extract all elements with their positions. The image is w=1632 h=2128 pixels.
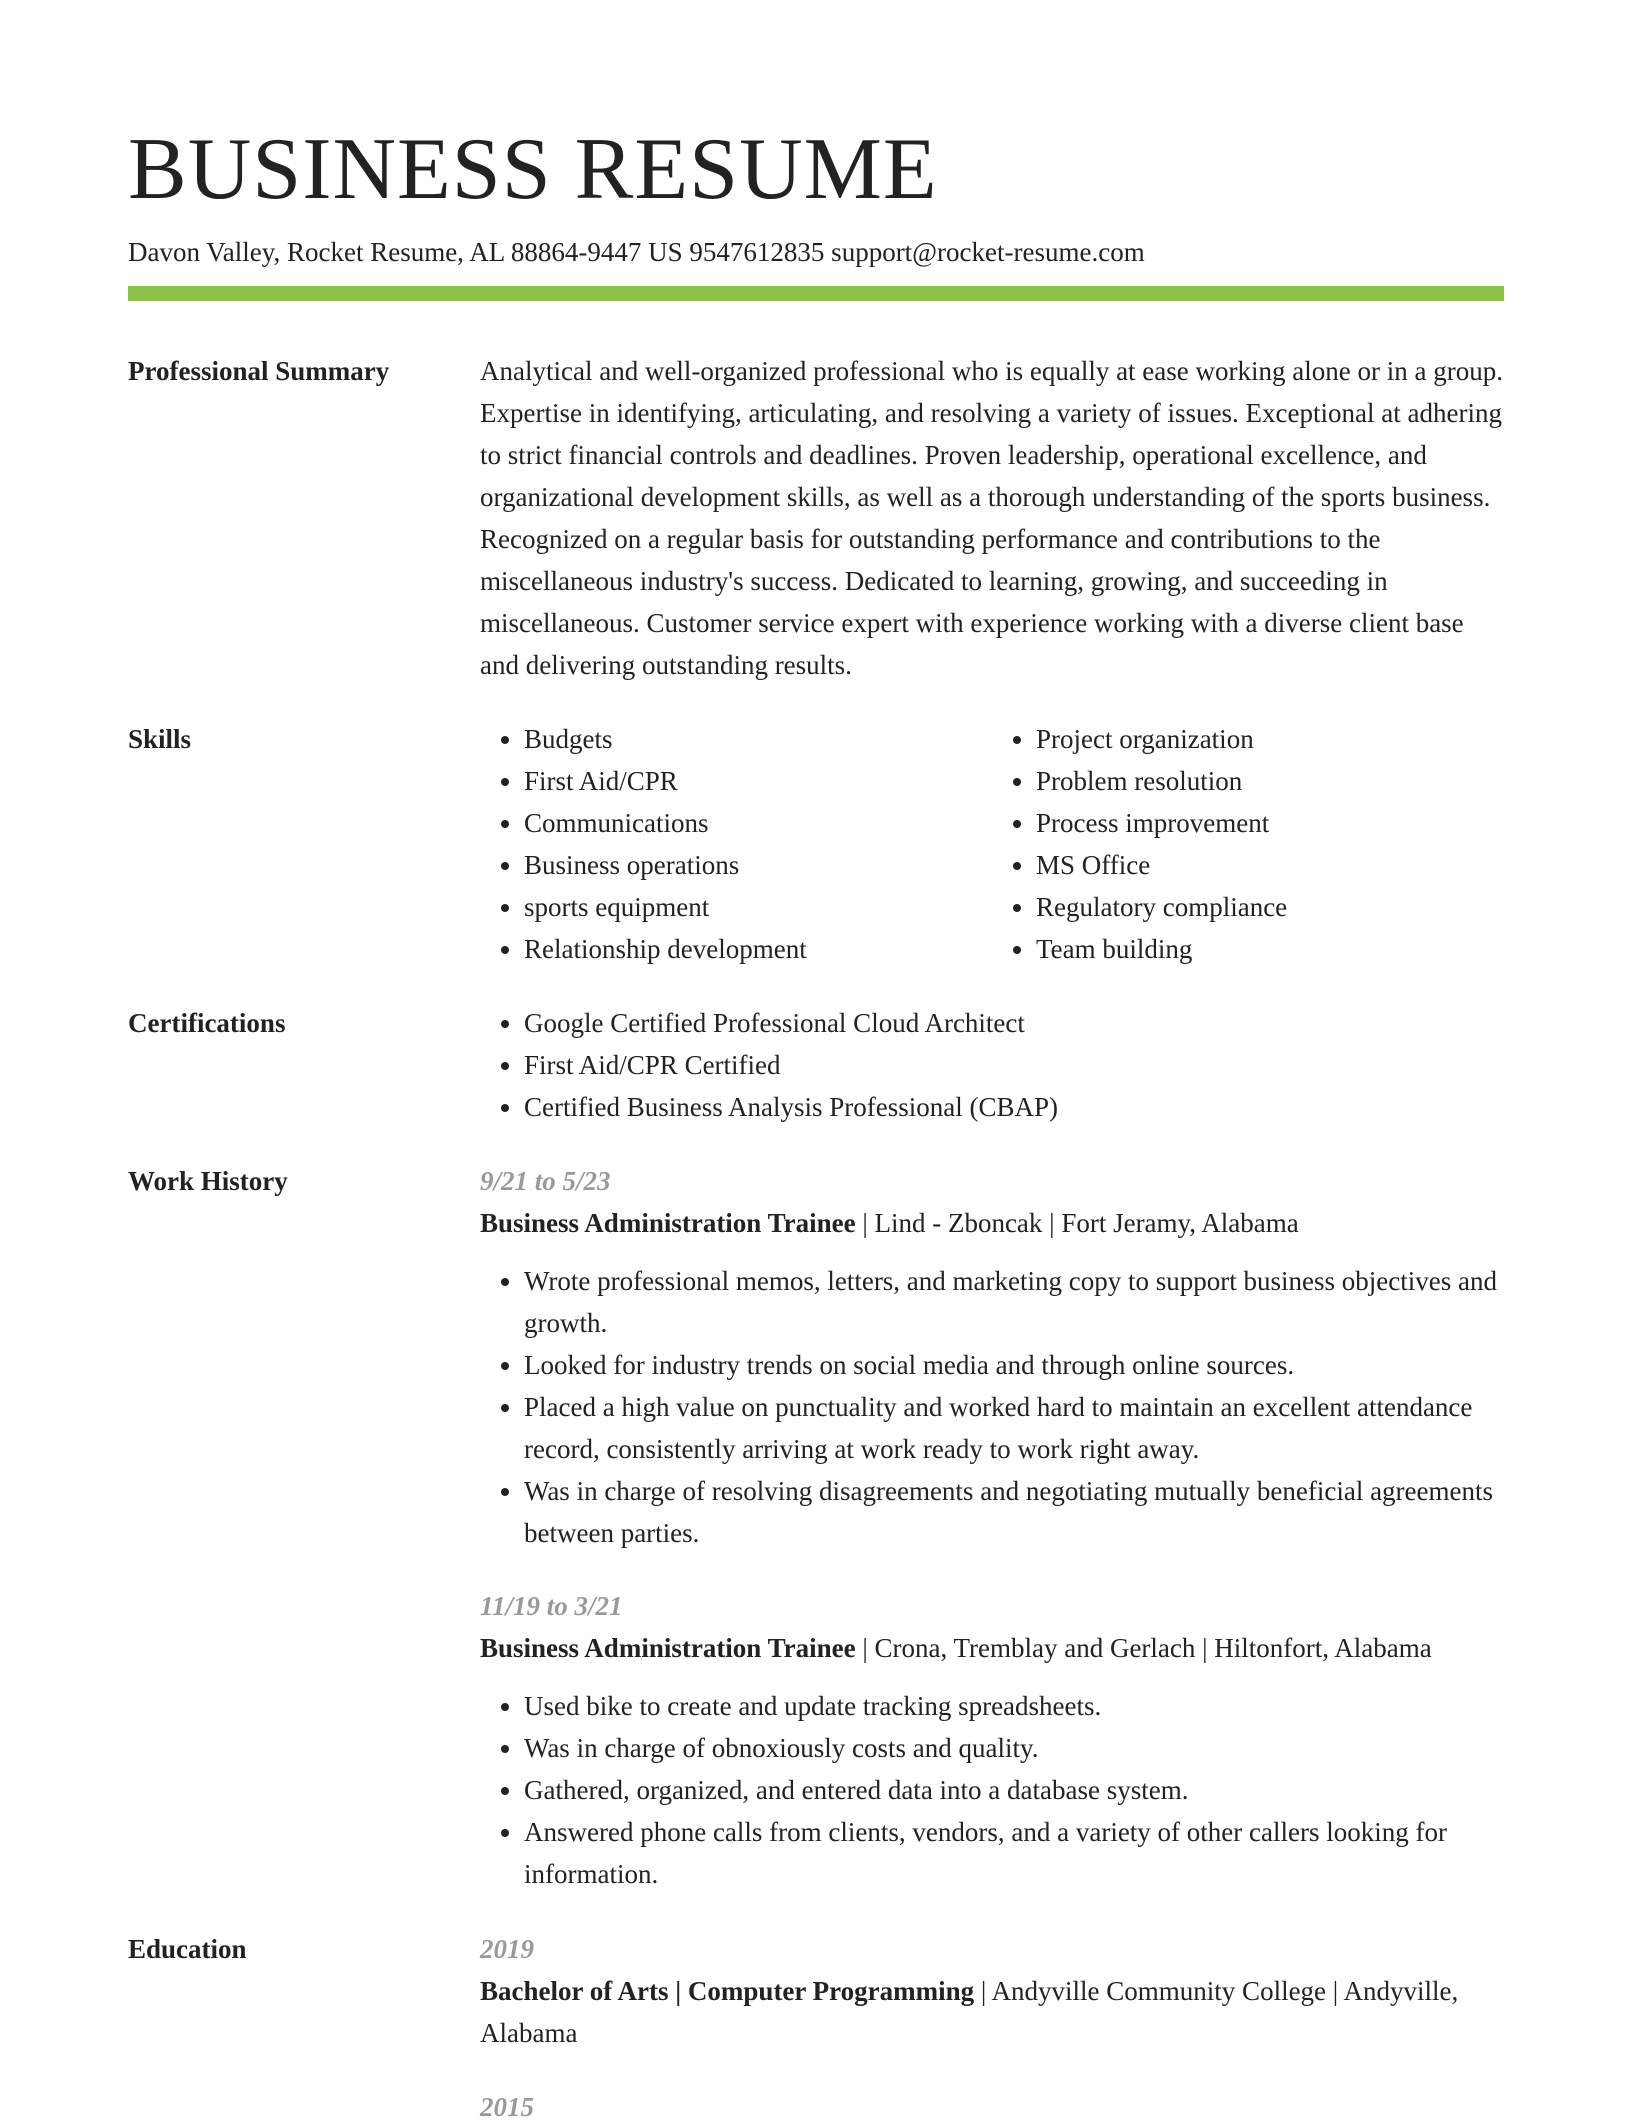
- job-entry: [480, 1160, 1504, 1554]
- list-item: • Gathered, organized, and entered data into a database system.: [524, 1769, 1504, 1811]
- education-year: 2015: [480, 2092, 534, 2122]
- work-history-section: [128, 1160, 1504, 1900]
- list-item: • Communications: [524, 802, 992, 844]
- skills-list-left: [480, 718, 992, 970]
- certifications-list: [480, 1002, 1504, 1128]
- section-label-summary: Professional Summary: [128, 356, 390, 386]
- list-item: • Problem resolution: [1036, 760, 1504, 802]
- job-dates: 11/19 to 3/21: [480, 1591, 623, 1621]
- list-item: • Wrote professional memos, letters, and marketing copy to support business objectives and growth.: [524, 1260, 1504, 1344]
- contact-info: Davon Valley, Rocket Resume, AL 88864-9447 US 9547612835 support@rocket-resume.com: [128, 237, 1145, 267]
- certifications-content: [480, 1002, 1504, 1128]
- list-item: • Answered phone calls from clients, vendors, and a variety of other callers looking for information.: [524, 1811, 1504, 1895]
- list-item: • Business operations: [524, 844, 992, 886]
- summary-section: [128, 350, 1504, 690]
- section-label-work-history: Work History: [128, 1166, 288, 1196]
- list-item: • Was in charge of obnoxiously costs and quality.: [524, 1727, 1504, 1769]
- education-section: [128, 1928, 1504, 2122]
- list-item: • First Aid/CPR: [524, 760, 992, 802]
- summary-text: Analytical and well-organized professional who is equally at ease working alone or in a group. Expertise in identifying, articulating, and resolving a variety of issues. Exceptional at adhering to strict financial controls and deadlines. Proven leadership, operational excellence, and organizational development skills, as well as a thorough understanding of the sports business. Recognized on a regular basis for outstanding performance and contributions to the miscellaneous industry's success. Dedicated to learning, growing, and succeeding in miscellaneous. Customer service expert with experience working with a diverse client base and delivering outstanding results.: [480, 356, 1503, 680]
- accent-divider: [128, 286, 1504, 301]
- section-label-skills: Skills: [128, 724, 192, 754]
- list-item: • Budgets: [524, 718, 992, 760]
- list-item: • sports equipment: [524, 886, 992, 928]
- school-location: | Andyville Community College | Andyville, Alabama: [480, 1976, 1459, 2048]
- list-item: • Regulatory compliance: [1036, 886, 1504, 928]
- job-bullets: [480, 1685, 1504, 1895]
- job-employer-location: | Lind - Zboncak | Fort Jeramy, Alabama: [855, 1208, 1299, 1238]
- job-title: Business Administration Trainee: [480, 1633, 856, 1663]
- education-entry: [480, 2086, 1504, 2128]
- resume-title: BUSINESS RESUME: [128, 121, 938, 218]
- summary-content: [480, 350, 1504, 686]
- job-heading: [480, 1627, 1504, 1669]
- section-label-certifications: Certifications: [128, 1008, 286, 1038]
- job-title: Business Administration Trainee: [480, 1208, 856, 1238]
- job-dates: 9/21 to 5/23: [480, 1166, 611, 1196]
- list-item: • Google Certified Professional Cloud Architect: [524, 1002, 1504, 1044]
- certifications-section: [128, 1002, 1504, 1132]
- list-item: • Team building: [1036, 928, 1504, 970]
- skills-columns: [480, 718, 1504, 970]
- resume-header: [128, 118, 1504, 270]
- list-item: • Project organization: [1036, 718, 1504, 760]
- list-item: • Relationship development: [524, 928, 992, 970]
- job-heading: [480, 1202, 1504, 1244]
- job-employer-location: | Crona, Tremblay and Gerlach | Hiltonfort, Alabama: [855, 1633, 1432, 1663]
- degree: Bachelor of Arts | Computer Programming: [480, 1976, 975, 2006]
- education-year: 2019: [480, 1934, 534, 1964]
- skills-section: [128, 718, 1504, 978]
- list-item: • Placed a high value on punctuality and worked hard to maintain an excellent attendance record, consistently arriving at work ready to work right away.: [524, 1386, 1504, 1470]
- list-item: • First Aid/CPR Certified: [524, 1044, 1504, 1086]
- list-item: • Used bike to create and update tracking spreadsheets.: [524, 1685, 1504, 1727]
- list-item: • MS Office: [1036, 844, 1504, 886]
- education-heading: [480, 1970, 1504, 2054]
- list-item: • Was in charge of resolving disagreements and negotiating mutually beneficial agreements between parties.: [524, 1470, 1504, 1554]
- skills-list-right: [992, 718, 1504, 970]
- list-item: • Looked for industry trends on social media and through online sources.: [524, 1344, 1504, 1386]
- job-bullets: [480, 1260, 1504, 1554]
- section-label-education: Education: [128, 1934, 247, 1964]
- education-entry: [480, 1928, 1504, 2054]
- job-entry: [480, 1585, 1504, 1895]
- list-item: • Process improvement: [1036, 802, 1504, 844]
- list-item: • Certified Business Analysis Professional (CBAP): [524, 1086, 1504, 1128]
